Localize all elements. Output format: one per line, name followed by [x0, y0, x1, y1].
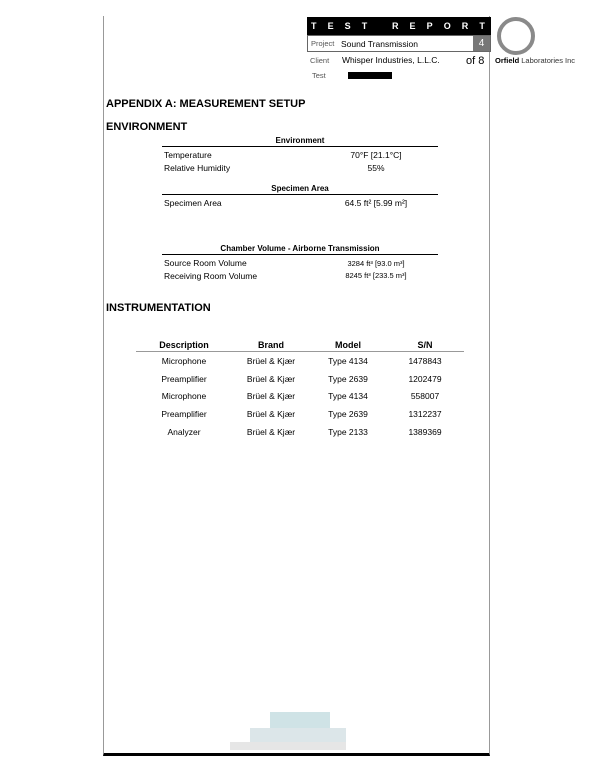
temperature-label: Temperature: [164, 150, 212, 161]
cell-sn: 558007: [410, 391, 440, 402]
col-model: Model: [335, 339, 361, 350]
table-row: [136, 388, 464, 406]
table-row: [162, 257, 438, 270]
receiving-room-value: 8245 ft³ [233.5 m³]: [345, 271, 407, 281]
cell-description: Microphone: [161, 391, 207, 402]
cell-description: Preamplifier: [161, 373, 207, 384]
test-report-banner: [307, 17, 491, 35]
orfield-logo-ring-icon: [497, 17, 535, 55]
table-row: [162, 197, 438, 210]
cell-model: Type 2133: [328, 427, 368, 438]
redacted-bar: [348, 72, 392, 79]
col-sn: S/N: [417, 339, 433, 350]
temperature-value: 70°F [21.1°C]: [350, 150, 402, 161]
humidity-value: 55%: [367, 162, 385, 173]
specimen-table: [162, 184, 438, 210]
table-row: [162, 270, 438, 283]
chamber-volume-table: [162, 244, 438, 282]
banner-letter: E: [409, 21, 416, 31]
banner-letter: O: [443, 21, 451, 31]
table-row: [162, 162, 438, 175]
chamber-table-title: Chamber Volume - Airborne Transmission: [162, 244, 438, 255]
cell-brand: Brüel & Kjær: [246, 391, 296, 402]
specimen-table-title: Specimen Area: [162, 184, 438, 195]
test-row: [307, 71, 392, 80]
cell-sn: 1202479: [408, 373, 442, 384]
source-room-label: Source Room Volume: [164, 258, 247, 269]
cell-brand: Brüel & Kjær: [246, 355, 296, 366]
cell-description: Microphone: [161, 355, 207, 366]
specimen-area-value: 64.5 ft² [5.99 m²]: [344, 198, 408, 209]
cell-description: Preamplifier: [161, 409, 207, 420]
col-description: Description: [159, 339, 209, 350]
logo-bold: Orfield: [495, 56, 520, 65]
blurred-footer-image: [230, 712, 350, 752]
banner-letter: T: [361, 21, 368, 31]
cell-brand: Brüel & Kjær: [246, 373, 296, 384]
source-room-value: 3284 ft³ [93.0 m³]: [347, 258, 405, 268]
cell-sn: 1478843: [408, 355, 442, 366]
table-row: [136, 370, 464, 388]
cell-model: Type 4134: [328, 391, 368, 402]
cell-model: Type 2639: [328, 373, 368, 384]
table-header: [136, 338, 464, 352]
client-row: [307, 55, 440, 65]
instrumentation-table: [136, 338, 464, 441]
col-brand: Brand: [257, 339, 284, 350]
banner-letter: R: [461, 21, 469, 31]
of-pages: of 8: [466, 55, 485, 67]
banner-letter: P: [426, 21, 433, 31]
project-box: [307, 35, 491, 52]
logo-rest: Laboratories Inc: [519, 56, 576, 65]
cell-model: Type 4134: [328, 355, 368, 366]
banner-letter: R: [391, 21, 399, 31]
table-row: [136, 405, 464, 423]
banner-letter: E: [327, 21, 334, 31]
cell-sn: 1389369: [408, 427, 442, 438]
appendix-title: APPENDIX A: MEASUREMENT SETUP: [106, 98, 306, 110]
project-label: Project: [311, 39, 335, 48]
cell-description: Analyzer: [167, 427, 201, 438]
banner-letter: [378, 21, 381, 31]
environment-table: [162, 136, 438, 174]
company-logo-text: [495, 56, 575, 65]
cell-brand: Brüel & Kjær: [246, 409, 296, 420]
table-row: [162, 149, 438, 162]
table-row: [136, 423, 464, 441]
environment-table-title: Environment: [162, 136, 438, 147]
client-label: Client: [310, 55, 330, 65]
project-value: Sound Transmission: [341, 38, 419, 49]
environment-heading: ENVIRONMENT: [106, 121, 188, 133]
cell-model: Type 2639: [328, 409, 368, 420]
banner-letter: S: [344, 21, 351, 31]
humidity-label: Relative Humidity: [164, 162, 231, 173]
client-value: Whisper Industries, L.L.C.: [342, 55, 440, 65]
specimen-area-label: Specimen Area: [164, 198, 222, 209]
banner-letter: T: [479, 21, 485, 31]
receiving-room-label: Receiving Room Volume: [164, 270, 258, 281]
instrumentation-heading: INSTRUMENTATION: [106, 302, 211, 314]
table-row: [136, 352, 464, 370]
banner-letter: T: [311, 21, 317, 31]
cell-sn: 1312237: [408, 409, 442, 420]
test-label: Test: [312, 71, 326, 80]
page-number: 4: [473, 36, 490, 51]
cell-brand: Brüel & Kjær: [246, 427, 296, 438]
